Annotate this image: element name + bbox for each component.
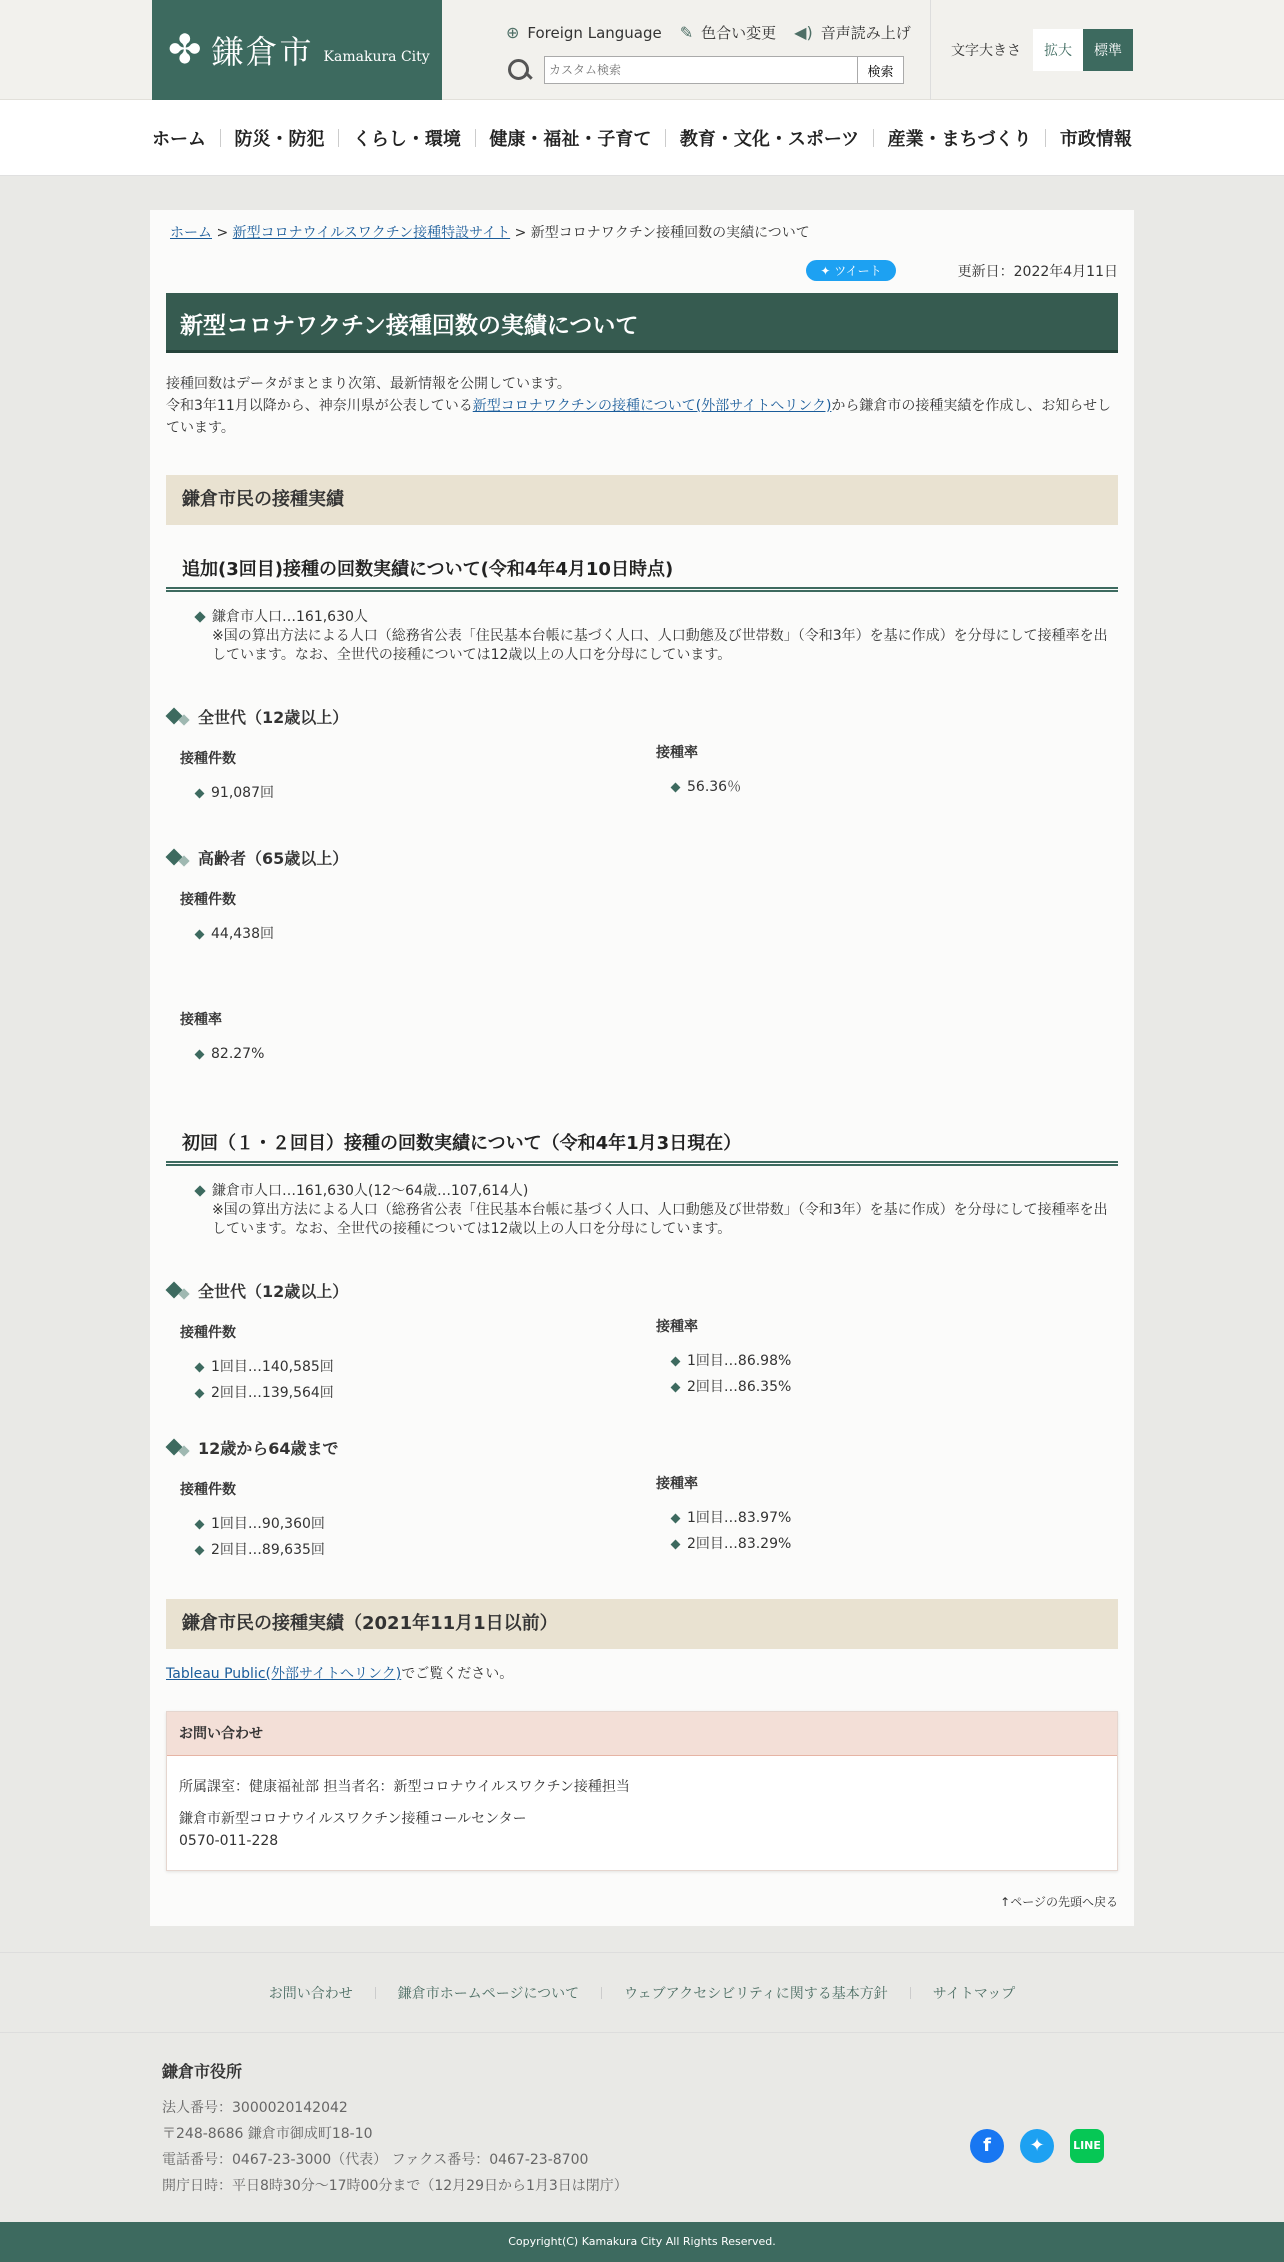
group-heading: 12歳から64歳まで <box>166 1436 1118 1459</box>
office-name: 鎌倉市役所 <box>162 2062 243 2081</box>
list-item: 1回目…86.98% <box>672 1348 1118 1374</box>
speaker-icon: ◀) <box>794 23 813 42</box>
search-input[interactable] <box>544 56 858 84</box>
twitter-bird-icon: ✦ <box>820 264 831 278</box>
address: 〒248-8686 鎌倉市御成町18-10 <box>162 2126 373 2142</box>
bullet-icon <box>194 611 205 622</box>
nav-divider <box>220 129 221 147</box>
section-heading: 鎌倉市民の接種実績 <box>166 475 1118 525</box>
logo-en: Kamakura City <box>323 49 430 65</box>
page-title: 新型コロナワクチン接種回数の実績について <box>166 293 1118 353</box>
diamond-icon <box>166 1282 196 1300</box>
nav-disaster[interactable]: 防災・防犯 <box>234 128 325 150</box>
diamond-icon <box>166 849 196 867</box>
nav-divider <box>338 129 339 147</box>
contact-heading: お問い合わせ <box>167 1712 1117 1756</box>
office-hours: 開庁日時：平日8時30分～17時00分まで（12月29日から1月3日は閉庁） <box>162 2178 628 2194</box>
tweet-button[interactable]: ✦ ツイート <box>806 260 895 281</box>
site-header <box>0 0 1284 100</box>
breadcrumb-current: 新型コロナワクチン接種回数の実績について <box>530 225 810 241</box>
search-box <box>506 56 904 84</box>
arrow-up-icon: ↑ <box>1000 1895 1011 1909</box>
intro-text: 接種回数はデータがまとまり次第、最新情報を公開しています。 令和3年11月以降から、神奈川県が公表している新型コロナワクチンの接種について(外部サイトへリンク)から鎌倉市の接種実績を作成し、お知らせしています。 <box>166 376 1112 436</box>
diamond-icon <box>166 708 196 726</box>
count-column: 接種件数 1回目…90,360回 2回目…89,635回 <box>166 1479 642 1563</box>
updated-date: 更新日：2022年4月11日 <box>957 263 1118 280</box>
group-heading: 全世代（12歳以上） <box>166 1279 1118 1302</box>
to-top-link[interactable]: ↑ページの先頭へ戻る <box>1000 1895 1118 1909</box>
utility-links <box>506 22 929 43</box>
breadcrumb-home[interactable]: ホーム <box>170 225 212 241</box>
nav-divider <box>665 129 666 147</box>
main-content: ホーム > 新型コロナウイルスワクチン接種特設サイト > 新型コロナワクチン接種回数の実績について ✦ ツイート 更新日：2022年4月11日 新型コロナワクチン接種回数の実績について 接種回数はデータがまとまり次第、最新情報を公開しています。 令和3年11月以降から、神奈川県が公表している新型コロナワクチンの接種について(外部サイトへリンク)から鎌倉市の接種実績を作成し、お知らせしています。 鎌倉市民の接種実績 追加(3回目)接種の回数実績について(令和4年4月10日時点) 鎌倉市人口…161,630人 ※国の算出方法による人口（総務省公表「住民基本台帳に基づく人口、人口動態及び世帯数」（令和3年）を基に作成）を分母にして接種率を出しています。なお、全世代の接種については12歳以上の人口を分母にしています。 全世代（12歳以上） 接種件数 91,087回 接種率 56.36％ 高齢者（65歳以上） 接種件数 44,438回 接種率 82.27% 初回（１・２回目）接種の回数実績について（令和4年1月3日現在） 鎌倉市人口…161,630人(12～64歳…107,614人) ※国の算出方法による人口（総務省公表「住民基本台帳に基づく人口、人口動態及び世帯数」（令和3年）を基に作成）を分母にして接種率を出しています。なお、全世代の接種については12歳以上の人口を分母にしています。 全世代（12歳以上） 接種件数 1回目…140,585回 2回目…139,564回 接種率 1回目…86.98% 2回目…86.35% 12歳から64歳まで 接種件数 1回目…90,360回 2回目…89,635回 接種率 1回目…83.97% 2回目…83.29% 鎌倉市民の接種実績（2021年11月1日以前） Tableau Public(外部サイトへリンク)でご覧ください。 お問い合わせ 所属課室：健康福祉部 担当者名：新型コロナウイルスワクチン接種担当 鎌倉市新型コロナウイルスワクチン接種コールセンター 0570-011-228 ↑ページの先頭へ戻る <box>150 210 1134 1926</box>
footer-link-contact[interactable]: お問い合わせ <box>268 1985 353 2002</box>
diamond-icon <box>166 1439 196 1457</box>
breadcrumb-site[interactable]: 新型コロナウイルスワクチン接種特設サイト <box>232 225 511 241</box>
footer-link-about[interactable]: 鎌倉市ホームページについて <box>397 1985 580 2002</box>
nav-city-info[interactable]: 市政情報 <box>1059 128 1132 150</box>
phone-fax: 電話番号：0467-23-3000（代表） ファクス番号：0467-23-8700 <box>162 2152 589 2168</box>
footer-links <box>0 1952 1284 2032</box>
count-column: 接種件数 1回目…140,585回 2回目…139,564回 <box>166 1322 642 1406</box>
twitter-icon[interactable]: ✦ <box>1020 2129 1054 2163</box>
line-icon[interactable]: LINE <box>1070 2129 1104 2163</box>
facebook-icon[interactable]: f <box>970 2129 1004 2163</box>
city-emblem-icon: ✤ <box>168 27 202 73</box>
nav-home[interactable]: ホーム <box>152 128 206 150</box>
nav-education[interactable]: 教育・文化・スポーツ <box>679 128 860 150</box>
count-column: 接種件数 44,438回 <box>166 889 646 947</box>
contact-dept: 所属課室：健康福祉部 担当者名：新型コロナウイルスワクチン接種担当 <box>179 1779 630 1795</box>
population-note: 鎌倉市人口…161,630人 ※国の算出方法による人口（総務省公表「住民基本台帳に基づく人口、人口動態及び世帯数」（令和3年）を基に作成）を分母にして接種率を出しています。なお、全世代の接種については12歳以上の人口を分母にしています。 <box>196 608 1118 665</box>
site-logo[interactable] <box>152 0 442 100</box>
bullet-icon <box>194 1185 205 1196</box>
footer-info <box>0 2032 1284 2222</box>
footer-link-accessibility[interactable]: ウェブアクセシビリティに関する基本方針 <box>624 1985 888 2002</box>
copyright: Copyright(C) Kamakura City All Rights Reserved. <box>0 2222 1284 2262</box>
color-change-link[interactable]: ✎ 色合い変更 <box>679 23 777 42</box>
rate-column: 接種率 1回目…86.98% 2回目…86.35% <box>642 1316 1118 1406</box>
list-item: 2回目…139,564回 <box>196 1380 642 1406</box>
search-icon <box>506 57 532 83</box>
list-item: 56.36％ <box>672 774 1118 800</box>
global-nav <box>0 100 1284 176</box>
list-item: 44,438回 <box>196 921 646 947</box>
font-size-label: 文字大きさ <box>951 43 1021 59</box>
nav-divider <box>873 129 874 147</box>
kanagawa-vaccine-link[interactable]: 新型コロナワクチンの接種について(外部サイトへリンク) <box>472 398 832 414</box>
rate-column: 接種率 82.27% <box>166 1009 646 1067</box>
rate-column: 接種率 56.36％ <box>642 742 1118 806</box>
corp-number: 法人番号：3000020142042 <box>162 2100 348 2116</box>
list-item: 1回目…140,585回 <box>196 1354 642 1380</box>
globe-icon: ⊕ <box>506 23 520 42</box>
font-enlarge-button[interactable]: 拡大 <box>1033 29 1083 71</box>
nav-divider <box>475 129 476 147</box>
nav-divider <box>1045 129 1046 147</box>
voice-read-link[interactable]: ◀) 音声読み上げ <box>794 23 911 42</box>
group-heading: 全世代（12歳以上） <box>166 705 1118 728</box>
footer-link-sitemap[interactable]: サイトマップ <box>932 1985 1016 2002</box>
rate-column: 接種率 1回目…83.97% 2回目…83.29% <box>642 1473 1118 1563</box>
search-button[interactable]: 検索 <box>858 56 904 84</box>
brush-icon: ✎ <box>679 23 694 42</box>
count-column: 接種件数 91,087回 <box>166 748 642 806</box>
nav-industry[interactable]: 産業・まちづくり <box>887 128 1032 150</box>
list-item: 82.27% <box>196 1041 646 1067</box>
list-item: 1回目…83.97% <box>672 1505 1118 1531</box>
logo-jp: 鎌倉市 <box>211 33 314 71</box>
contact-center: 鎌倉市新型コロナウイルスワクチン接種コールセンター <box>179 1811 527 1827</box>
nav-health[interactable]: 健康・福祉・子育て <box>489 128 652 150</box>
tableau-link[interactable]: Tableau Public(外部サイトへリンク) <box>166 1666 402 1682</box>
contact-box <box>166 1711 1118 1871</box>
population-note: 鎌倉市人口…161,630人(12～64歳…107,614人) ※国の算出方法による人口（総務省公表「住民基本台帳に基づく人口、人口動態及び世帯数」（令和3年）を基に作成）を分母にして接種率を出しています。なお、全世代の接種については12歳以上の人口を分母にしています。 <box>196 1182 1118 1239</box>
subsection-heading: 追加(3回目)接種の回数実績について(令和4年4月10日時点) <box>166 555 1118 592</box>
list-item: 2回目…86.35% <box>672 1374 1118 1400</box>
group-heading: 高齢者（65歳以上） <box>166 846 1118 869</box>
nav-living[interactable]: くらし・環境 <box>352 128 461 150</box>
subsection-heading: 初回（１・２回目）接種の回数実績について（令和4年1月3日現在） <box>166 1129 1118 1166</box>
list-item: 1回目…90,360回 <box>196 1511 642 1537</box>
contact-phone: 0570-011-228 <box>179 1833 279 1849</box>
list-item: 2回目…83.29% <box>672 1531 1118 1557</box>
breadcrumb: ホーム > 新型コロナウイルスワクチン接種特設サイト > 新型コロナワクチン接種回数の実績について <box>170 225 810 241</box>
font-size-control <box>930 0 1133 100</box>
sns-links <box>954 2129 1104 2163</box>
section-heading: 鎌倉市民の接種実績（2021年11月1日以前） <box>166 1599 1118 1649</box>
foreign-language-link[interactable]: ⊕ Foreign Language <box>506 23 662 42</box>
font-standard-button[interactable]: 標準 <box>1083 29 1133 71</box>
list-item: 2回目…89,635回 <box>196 1537 642 1563</box>
list-item: 91,087回 <box>196 780 642 806</box>
